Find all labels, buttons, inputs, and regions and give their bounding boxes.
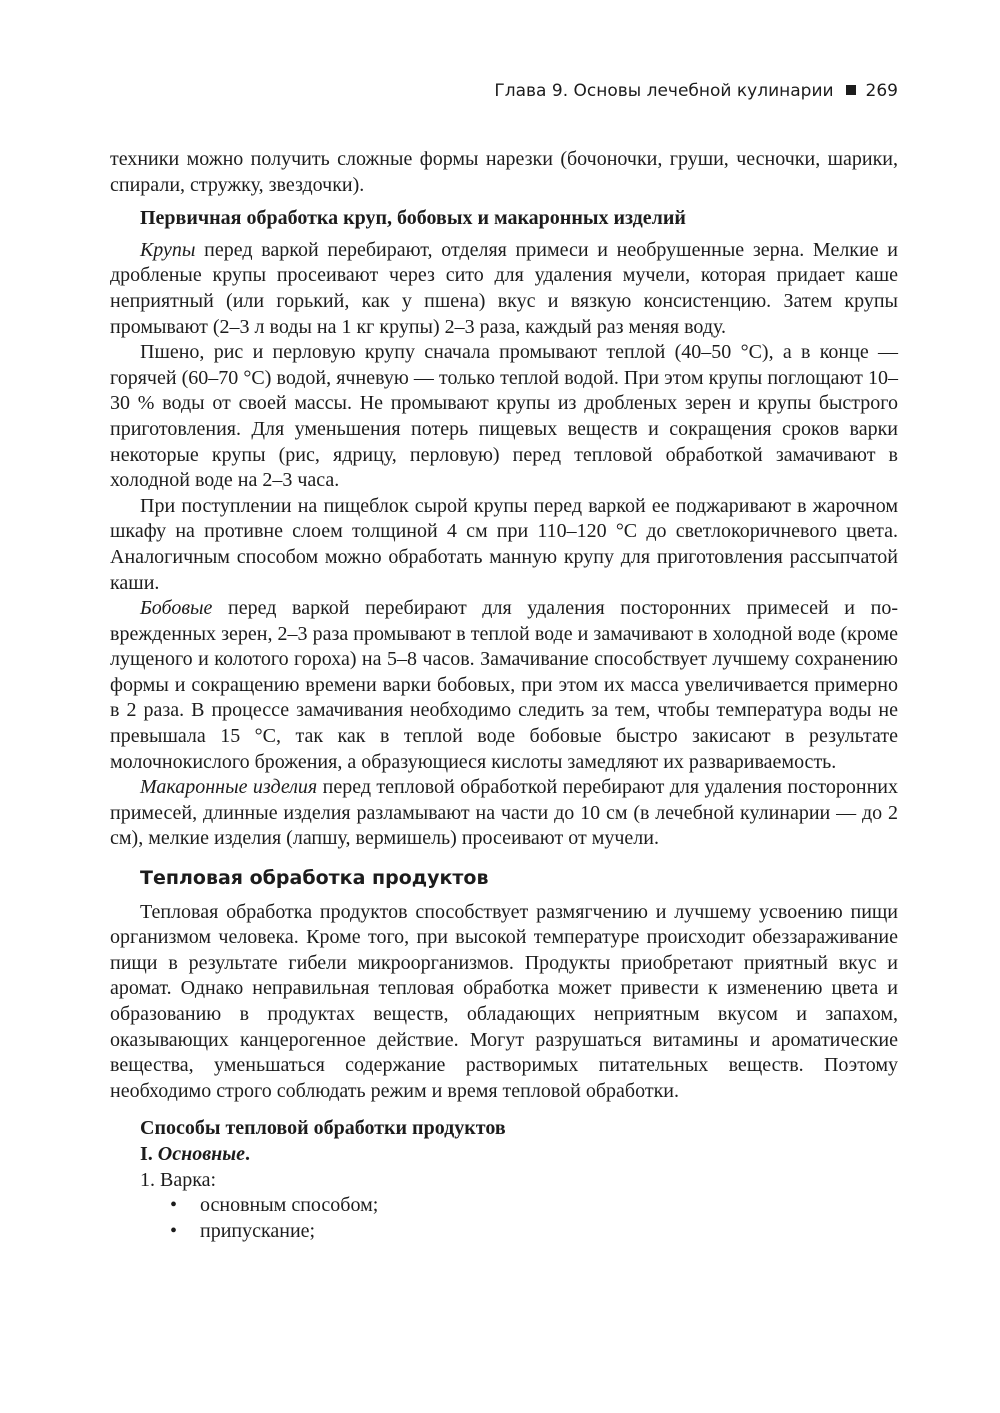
paragraph-cereals: Крупы перед варкой перебирают, отделяя примеси и необрушенные зерна. Мелкие и дробленые крупы просеивают через сито для удаления мучели, которая придает каше неприятный (или горький, как у пшена) вкус и вязкую консистенцию. Затем крупы промывают (2–3 л воды на 1 кг крупы) 2–3 раза, каждый раз меняя воду. — [110, 238, 898, 338]
term-pasta: Макаронные изделия — [140, 776, 318, 799]
paragraph-pasta: Макаронные изделия перед тепловой обработкой перебирают для удаления посторонних примесей, длинные изделия разламывают на части до 10 см (в лечебной кулинарии — до 2 см), мелкие изделия (лапшу, вермишель) просеивают от мучели. — [110, 776, 899, 850]
paragraph-heat-treatment: Тепловая обработка продуктов способствует размягчению и лучшему усвоению пищи организмом человека. Кроме того, при высокой температуре происходит обеззараживание пищи в результате гибели микроорганизмов. Продукты приобретают приятный вкус и аромат. Однако неправильная тепловая обработка может привести к изменению цвета и образованию в продуктах веществ, обладающих неприятным вкусом и запахом, оказывающих канцерогенное действие. Могут разрушаться витамины и ароматические вещества, уменьшаться содержание растворимых питательных веществ. Поэтому необходимо строго соблюдать режим и время тепловой обработки. — [110, 900, 898, 1102]
square-bullet-icon — [846, 85, 856, 95]
list-item-boiling: 1. Варка: — [140, 1168, 217, 1191]
section-heading-heat-treatment: Тепловая обработка продуктов — [140, 867, 489, 890]
paragraph-washing: Пшено, рис и перловую крупу сначала промывают теплой (40–50 °С), а в конце — горячей (60–70 °С) водой, ячневую — только теплой водой. При этом крупы поглощают 10–30 % воды от своей массы. Не промывают крупы из дробленых зерен и крупы быстрого приготовления. Для уменьшения потерь пищевых веществ и сокращения сроков варки некоторые крупы (рис, ядрицу, перловую) перед тепловой обработкой замачивают в холодной воде на 2–3 часа. — [110, 341, 898, 492]
page-number: 269 — [865, 81, 898, 101]
paragraph-legumes: Бобовые перед варкой перебирают для удаления посторонних примесей и поврежденных зерен, 2–3 раза промывают в теплой воде и замачивают в холодной воде (кроме лущеного и колотого гороха) на 5–8 часов. Замачивание способствует лучшему сохранению формы и сокращению времени варки бобовых, при этом их масса увеличивается примерно в 2 раза. В процессе замачивания необходимо следить за тем, чтобы температура воды не превышала 15 °С, так как в теплой воде бобовые быстро закисают в результате молочнокислого брожения, а образующиеся кислоты замедляют их развариваемость. — [110, 597, 898, 773]
page-body — [110, 147, 898, 1244]
running-header — [494, 80, 898, 102]
bullet-icon: • — [170, 1219, 178, 1242]
term-cereals: Крупы — [140, 238, 196, 261]
list-item: • основным способом; — [170, 1193, 898, 1219]
bullet-icon: • — [170, 1194, 178, 1217]
term-legumes: Бобовые — [140, 597, 213, 620]
list-heading-basic: I. Основные. — [140, 1142, 251, 1165]
section-heading-methods: Способы тепловой обработки продуктов — [140, 1117, 506, 1140]
list-item: • припускание; — [170, 1219, 898, 1245]
chapter-title: Глава 9. Основы лечебной кулинарии — [494, 81, 834, 101]
continuation-paragraph: техники можно получить сложные формы нарезки (бочоночки, груши, чесночки, шарики, спирали, стружку, звездочки). — [110, 148, 898, 196]
paragraph-roasting: При поступлении на пищеблок сырой крупы перед варкой ее поджаривают в жарочном шкафу на противне слоем толщиной 4 см при 110–120 °С до светлокоричневого цвета. Аналогичным способом можно обработать манную крупу для приготовления рассыпчатой каши. — [110, 494, 898, 594]
section-heading-primary-processing: Первичная обработка круп, бобовых и макаронных изделий — [140, 207, 686, 230]
